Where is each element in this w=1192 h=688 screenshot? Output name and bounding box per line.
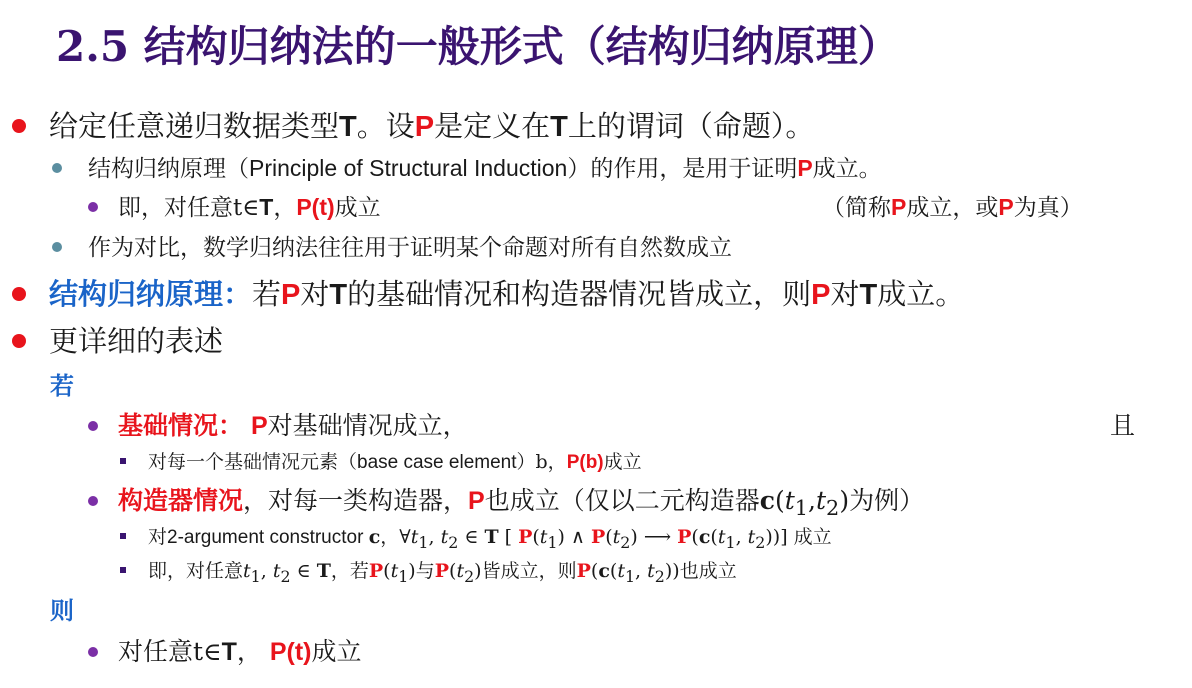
bullet-constructor-case: 构造器情况，对每一类构造器，P也成立（仅以二元构造器$c(t_1,t_2)$为例） <box>88 481 924 520</box>
sub-bullet-constructor-formula: 对2-argument constructor c，$\forall t_1$, $t_2$ ∈ T [ $P(t_1)$ ∧ $P(t_2)$ ⟶ $P(c(t_1$, $t_2$))] 成立 <box>120 522 832 552</box>
bullet-level2-principle-purpose: 结构归纳原理（Principle of Structural Induction）的作用，是用于证明P成立。 <box>52 150 882 183</box>
abbreviation-note: （简称P成立，或P为真） <box>822 194 1083 221</box>
bullet-conclusion: 对任意t∈T， P(t)成立 <box>88 632 361 668</box>
red-bullet-icon <box>12 119 26 133</box>
bullet-base-case: 基础情况： P对基础情况成立， <box>88 406 468 442</box>
square-bullet-icon <box>120 533 126 539</box>
red-bullet-icon <box>12 334 26 348</box>
bullet-level2-comparison: 作为对比，数学归纳法往往用于证明某个命题对所有自然数成立 <box>52 229 732 262</box>
bullet-level3-for-all-t: 即，对任意t∈T，P(t)成立 <box>88 189 381 222</box>
purple-bullet-icon <box>88 421 98 431</box>
teal-bullet-icon <box>52 163 62 173</box>
keyword-then: 则 <box>50 596 74 625</box>
purple-bullet-icon <box>88 647 98 657</box>
square-bullet-icon <box>120 458 126 464</box>
purple-bullet-icon <box>88 202 98 212</box>
red-bullet-icon <box>12 287 26 301</box>
bullet-level1-principle-statement: 结构归纳原理：若P对T的基础情况和构造器情况皆成立，则P对T成立。 <box>12 272 964 313</box>
bullet-level1-given-type: 给定任意递归数据类型T。设P是定义在T上的谓词（命题）。 <box>12 104 814 145</box>
keyword-if: 若 <box>50 371 74 400</box>
sub-bullet-constructor-restated: 即，对任意$t_1$, $t_2$ ∈ T，若$P(t_1)$与$P(t_2)$皆成立，则$P(c(t_1$, $t_2$))也成立 <box>120 556 737 586</box>
page-title: 2.5 结构归纳法的一般形式（结构归纳原理） <box>56 22 900 71</box>
and-connector: 且 <box>1110 411 1136 440</box>
sub-bullet-base-element: 对每一个基础情况元素（base case element）b，P(b)成立 <box>120 447 642 474</box>
square-bullet-icon <box>120 567 126 573</box>
bullet-level1-detailed: 更详细的表述 <box>12 319 223 360</box>
purple-bullet-icon <box>88 496 98 506</box>
teal-bullet-icon <box>52 242 62 252</box>
